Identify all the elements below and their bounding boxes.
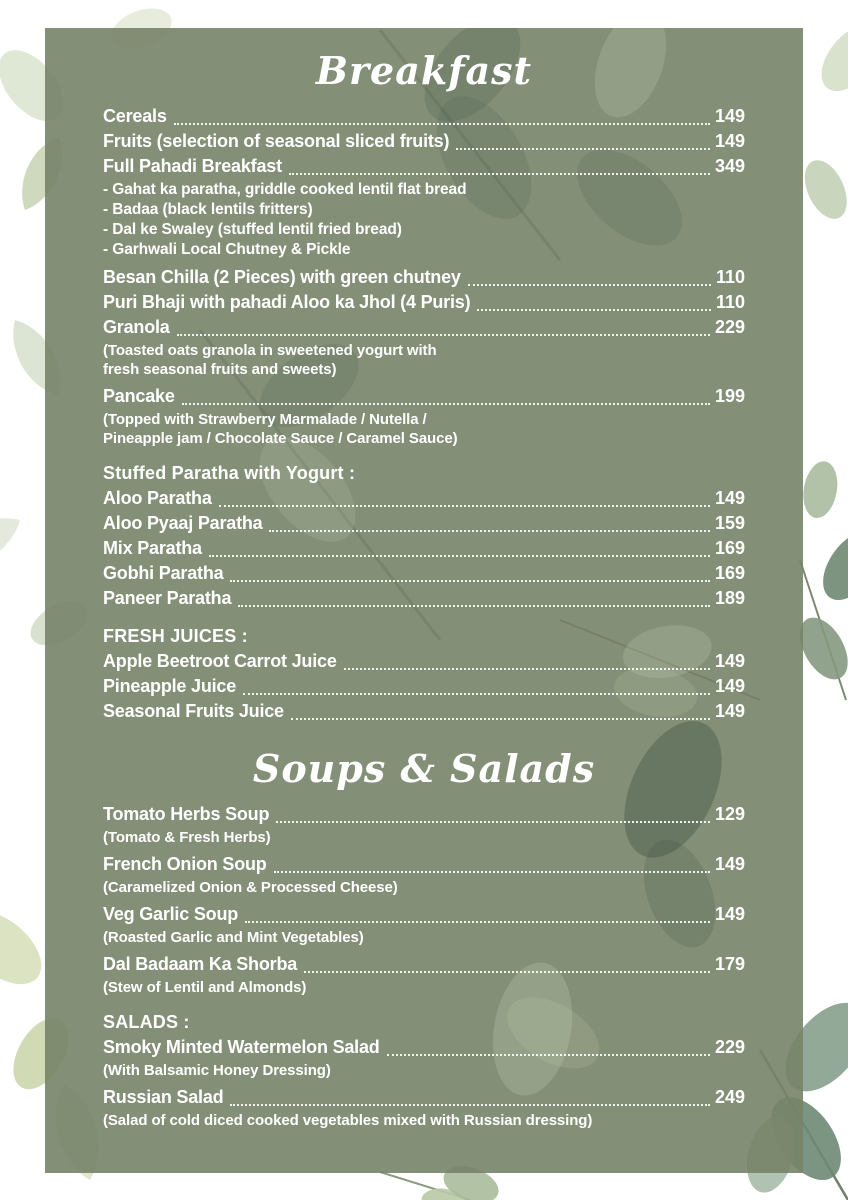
menu-item-description (103, 1111, 745, 1130)
menu-item-description (103, 978, 745, 997)
menu-item-description-line: (With Balsamic Honey Dressing) (103, 1062, 331, 1079)
menu-item-description (103, 928, 745, 947)
menu-item-price: 159 (714, 513, 745, 533)
menu-item-description-line: (Stew of Lentil and Almonds) (103, 979, 307, 996)
dotted-leader (274, 871, 710, 873)
dotted-leader (230, 580, 710, 582)
menu-item-name: Cereals (103, 106, 167, 126)
menu-item-description (103, 410, 745, 448)
menu-item-name: Aloo Paratha (103, 488, 212, 508)
menu-item-description (103, 828, 745, 847)
dotted-leader (245, 921, 710, 923)
menu-item-price: 149 (714, 131, 745, 151)
menu-item-price: 129 (714, 804, 745, 824)
menu-subitem: - Gahat ka paratha, griddle cooked lentil flat bread (103, 181, 467, 198)
menu-item-name: Mix Paratha (103, 538, 202, 558)
menu-group-heading: FRESH JUICES : (103, 626, 248, 646)
menu-item-description-line: (Toasted oats granola in sweetened yogurt with (103, 342, 437, 359)
menu-item-row (103, 852, 745, 877)
menu-item-price: 149 (714, 676, 745, 696)
menu-item-subitems (103, 180, 745, 260)
menu-item-row (103, 802, 745, 827)
menu-item-row (103, 561, 745, 586)
menu-item-row (103, 129, 745, 154)
menu-item-name: Full Pahadi Breakfast (103, 156, 282, 176)
dotted-leader (243, 693, 710, 695)
menu-item-price: 169 (714, 538, 745, 558)
menu-item-name: Aloo Pyaaj Paratha (103, 513, 263, 533)
menu-item-row (103, 952, 745, 977)
menu-item-row (103, 699, 745, 724)
menu-item-row (103, 1085, 745, 1110)
menu-item-row (103, 315, 745, 340)
menu-item-price: 189 (714, 588, 745, 608)
dotted-leader (387, 1054, 710, 1056)
menu-item-description-line: fresh seasonal fruits and sweets) (103, 361, 337, 378)
menu-item-row (103, 536, 745, 561)
dotted-leader (269, 530, 709, 532)
menu-item-description-line: (Caramelized Onion & Processed Cheese) (103, 879, 398, 896)
menu-item-name: Pineapple Juice (103, 676, 237, 696)
menu-item-name: Fruits (selection of seasonal sliced fruits) (103, 131, 450, 151)
menu-item-description-line: (Tomato & Fresh Herbs) (103, 829, 271, 846)
menu-item-row (103, 265, 745, 290)
dotted-leader (456, 148, 710, 150)
menu-item-row (103, 290, 745, 315)
dotted-leader (291, 718, 710, 720)
menu-item-price: 110 (715, 267, 745, 287)
section-title: Breakfast (315, 48, 533, 93)
dotted-leader (477, 309, 711, 311)
menu-item-name: Paneer Paratha (103, 588, 232, 608)
dotted-leader (174, 123, 710, 125)
menu-item-description (103, 878, 745, 897)
dotted-leader (182, 403, 710, 405)
menu-item-price: 149 (714, 904, 745, 924)
menu-item-name: Pancake (103, 386, 175, 406)
menu-subitem: - Garhwali Local Chutney & Pickle (103, 241, 351, 258)
menu-item-row (103, 586, 745, 611)
menu-item-price: 149 (714, 854, 745, 874)
menu-item-description-line: (Salad of cold diced cooked vegetables mixed with Russian dressing) (103, 1112, 593, 1129)
menu-section (103, 746, 745, 1130)
dotted-leader (238, 605, 710, 607)
menu-item-name: Apple Beetroot Carrot Juice (103, 651, 337, 671)
menu-item-row (103, 104, 745, 129)
dotted-leader (304, 971, 710, 973)
menu-group-heading: Stuffed Paratha with Yogurt : (103, 463, 356, 483)
menu-group-heading: SALADS : (103, 1012, 190, 1032)
menu-item-description (103, 1061, 745, 1080)
menu-item-row (103, 154, 745, 179)
dotted-leader (276, 821, 710, 823)
menu-item-row (103, 649, 745, 674)
menu-item-row (103, 486, 745, 511)
menu-item-name: Tomato Herbs Soup (103, 804, 270, 824)
dotted-leader (219, 505, 710, 507)
menu-item-price: 349 (714, 156, 745, 176)
menu-item-row (103, 384, 745, 409)
menu-item-row (103, 902, 745, 927)
menu-item-name: Besan Chilla (2 Pieces) with green chutney (103, 267, 461, 287)
menu-item-price: 110 (715, 292, 745, 312)
menu-item-price: 249 (714, 1087, 745, 1107)
menu-item-name: Dal Badaam Ka Shorba (103, 954, 298, 974)
menu-item-row (103, 1035, 745, 1060)
menu-item-price: 149 (714, 651, 745, 671)
menu-item-price: 169 (714, 563, 745, 583)
menu-item-name: French Onion Soup (103, 854, 267, 874)
menu-item-price: 199 (714, 386, 745, 406)
dotted-leader (209, 555, 710, 557)
menu-item-name: Russian Salad (103, 1087, 224, 1107)
menu-item-description (103, 341, 745, 379)
menu-item-price: 149 (714, 701, 745, 721)
menu-item-name: Granola (103, 317, 170, 337)
section-body (103, 802, 745, 1130)
menu-item-row (103, 674, 745, 699)
menu-item-description-line: Pineapple jam / Chocolate Sauce / Caramel Sauce) (103, 430, 458, 447)
section-title: Soups & Salads (252, 746, 596, 791)
dotted-leader (289, 173, 710, 175)
menu-item-row (103, 511, 745, 536)
menu-item-name: Smoky Minted Watermelon Salad (103, 1037, 380, 1057)
menu-content (45, 28, 803, 1173)
menu-item-description-line: (Roasted Garlic and Mint Vegetables) (103, 929, 364, 946)
menu-item-name: Gobhi Paratha (103, 563, 224, 583)
dotted-leader (177, 334, 710, 336)
menu-subitem: - Badaa (black lentils fritters) (103, 201, 313, 218)
dotted-leader (230, 1104, 710, 1106)
menu-section (103, 48, 745, 724)
menu-item-description-line: (Topped with Strawberry Marmalade / Nutella / (103, 411, 427, 428)
dotted-leader (468, 284, 711, 286)
menu-item-name: Veg Garlic Soup (103, 904, 239, 924)
menu-item-name: Puri Bhaji with pahadi Aloo ka Jhol (4 Puris) (103, 292, 471, 312)
menu-item-price: 179 (714, 954, 745, 974)
menu-item-price: 149 (714, 106, 745, 126)
menu-item-price: 229 (714, 1037, 745, 1057)
menu-item-name: Seasonal Fruits Juice (103, 701, 284, 721)
section-body (103, 104, 745, 724)
menu-item-price: 229 (714, 317, 745, 337)
dotted-leader (344, 668, 710, 670)
menu-subitem: - Dal ke Swaley (stuffed lentil fried bread) (103, 221, 402, 238)
menu-item-price: 149 (714, 488, 745, 508)
